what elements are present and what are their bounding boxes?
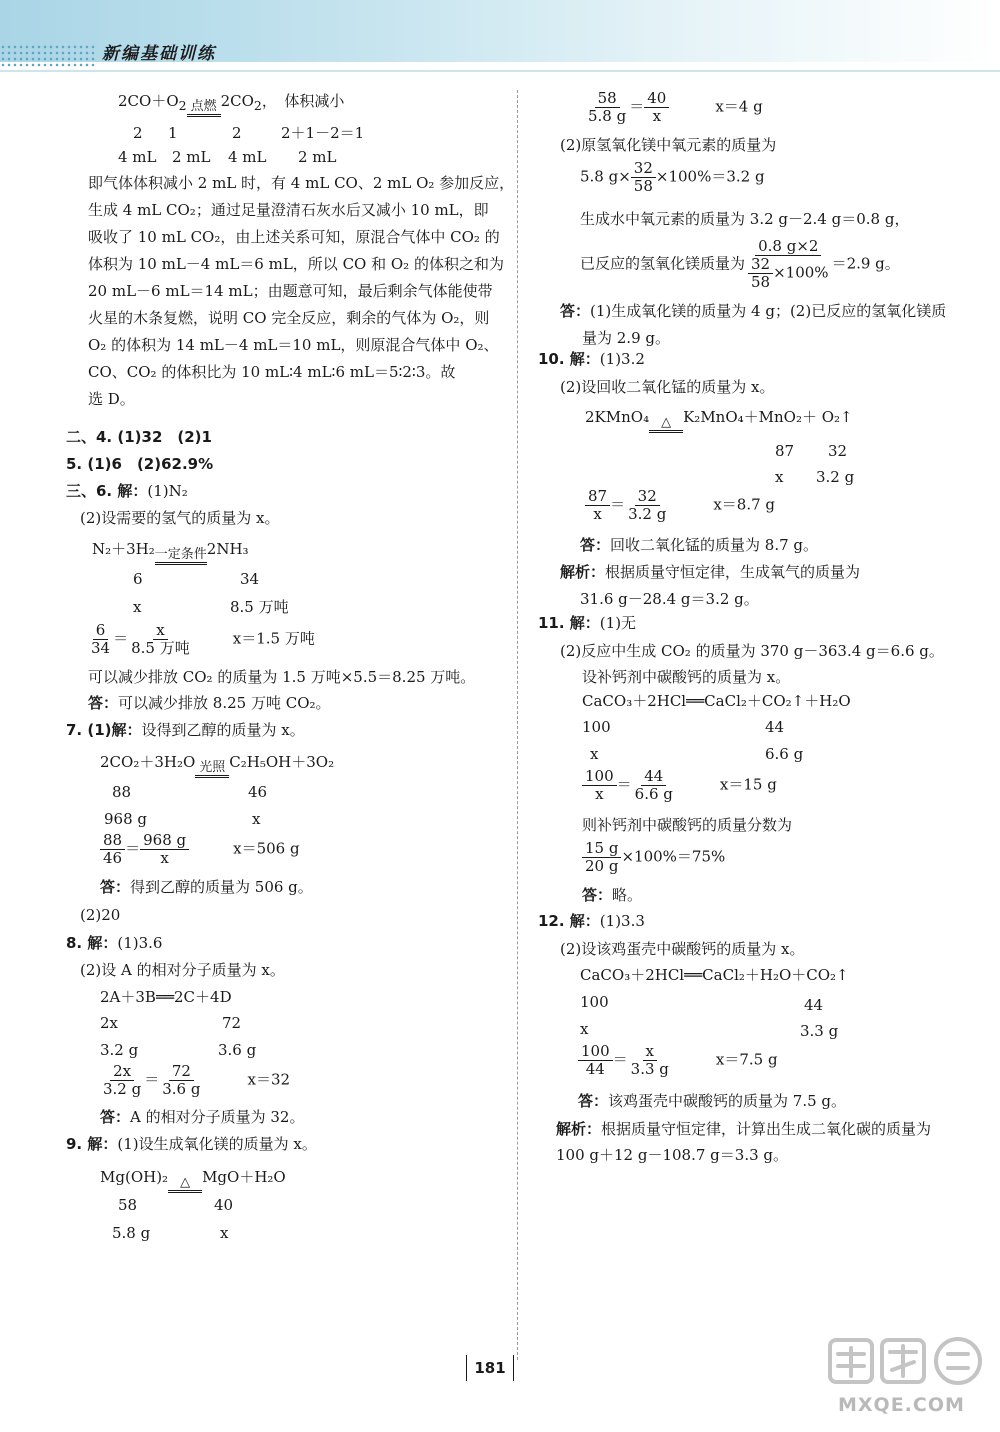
answer-q9-cont: 量为 2.9 g。 — [582, 329, 670, 347]
proportion-q12: $\frac{100}{44}$ ＝ $\frac{x}{3.3 g}$ x＝7.5 g — [578, 1043, 778, 1078]
reaction-condition: △ — [649, 416, 683, 433]
q11-percentage: 则补钙剂中碳酸钙的质量分数为 — [582, 816, 793, 834]
coefficient-cell: 1 — [168, 124, 178, 142]
ratio-cell: 3.2 g — [816, 468, 855, 486]
volume-cell: 2 mL — [172, 148, 211, 166]
equation-co-o2: $2CO+O_2$ 点燃 $2CO_2$， 体积减小 — [118, 92, 344, 117]
ratio-cell: 32 — [828, 442, 848, 460]
ratio-cell: 3.2 g — [100, 1041, 139, 1059]
q9-part2: (2)原氢氧化镁中氧元素的质量为 — [560, 136, 777, 154]
analysis-q10: 解析：根据质量守恒定律，生成氧气的质量为 — [560, 563, 861, 581]
answer-q11-head: 11. 解：(1)无 — [538, 614, 637, 632]
ratio-cell: x — [590, 745, 599, 763]
proportion-q10: $\frac{87}{x}$ ＝ $\frac{32}{3.2 g}$ x＝8.7 g — [585, 488, 775, 523]
answer-q8: 答：A 的相对分子质量为 32。 — [100, 1108, 305, 1126]
explanation-line: 20 mL－6 mL＝14 mL；由题意可知，最后剩余气体能使带 — [88, 282, 493, 300]
explanation-line: CO、CO₂ 的体积比为 10 mL∶4 mL∶6 mL＝5∶2∶3。故 — [88, 363, 456, 381]
proportion-q8: $\frac{2x}{3.2 g}$ ＝ $\frac{72}{3.6 g}$ x＝32 — [103, 1062, 291, 1098]
answer-q8-head: 8. 解：(1)3.6 — [66, 934, 163, 952]
ratio-cell: 46 — [248, 783, 268, 801]
answer-q12: 答：该鸡蛋壳中碳酸钙的质量为 7.5 g。 — [578, 1092, 847, 1110]
answer-q6: 答：可以减少排放 8.25 万吨 CO₂。 — [88, 694, 331, 712]
equation-mgoh2: Mg(OH)₂ △ MgO＋H₂O — [100, 1168, 286, 1193]
equation-q11: CaCO₃＋2HCl══CaCl₂＋CO₂↑＋H₂O — [582, 692, 851, 710]
answer-q7-head: 7. (1)解：设得到乙醇的质量为 x。 — [66, 721, 305, 739]
proportion-q6: $\frac{6}{34}$ ＝ $\frac{x}{\text{8.5 万吨}}$ x＝1.5 万吨 — [91, 621, 315, 657]
ratio-cell: 3.3 g — [800, 1022, 839, 1040]
volume-cell: 4 mL — [228, 148, 267, 166]
watermark — [820, 1330, 990, 1420]
ratio-cell: 100 — [580, 993, 609, 1011]
ratio-cell: 5.8 g — [112, 1224, 151, 1242]
proportion-q11: $\frac{100}{x}$ ＝ $\frac{44}{6.6 g}$ x＝15 g — [582, 768, 777, 803]
ratio-cell: 40 — [214, 1196, 234, 1214]
ratio-cell: 100 — [582, 718, 611, 736]
explanation-line: 生成 4 mL CO₂；通过足量澄清石灰水后又减小 10 mL，即 — [88, 201, 489, 219]
reaction-condition: △ — [168, 1176, 202, 1193]
answer-q7-2: (2)20 — [80, 906, 121, 924]
ratio-cell: 2x — [100, 1014, 119, 1032]
coefficient-cell: 2 — [232, 124, 242, 142]
ratio-cell: 6.6 g — [765, 745, 804, 763]
proportion-q7: $\frac{88}{46}$ ＝ $\frac{968 g}{x}$ x＝506 g — [100, 832, 300, 867]
ratio-cell: x — [133, 598, 142, 616]
watermark-logo-icon — [820, 1330, 990, 1394]
ratio-cell: 8.5 万吨 — [230, 598, 289, 616]
ratio-cell: 6 — [133, 570, 143, 588]
ratio-cell: 34 — [240, 570, 260, 588]
proportion-q9: $\frac{58}{5.8 g}$ ＝ $\frac{40}{x}$ x＝4 g — [588, 89, 763, 125]
explanation-line: 火星的木条复燃，说明 CO 完全反应，剩余的气体为 O₂，则 — [88, 309, 490, 327]
analysis-q12: 解析：根据质量守恒定律，计算出生成二氧化碳的质量为 — [556, 1120, 932, 1138]
ratio-cell: 88 — [112, 783, 132, 801]
ratio-cell: x — [220, 1224, 229, 1242]
equation-q8: 2A＋3B══2C＋4D — [100, 988, 232, 1006]
reaction-condition: 光照 — [195, 761, 229, 778]
page-number: 181 — [466, 1355, 514, 1381]
q6-reduction: 可以减少排放 CO₂ 的质量为 1.5 万吨×5.5＝8.25 万吨。 — [88, 668, 476, 686]
answer-q10: 答：回收二氧化锰的质量为 8.7 g。 — [580, 536, 819, 554]
reaction-condition: 点燃 — [187, 100, 221, 117]
ratio-cell: 58 — [118, 1196, 138, 1214]
watermark-text: MXQE.COM — [838, 1394, 965, 1416]
coefficient-cell: 2＋1－2＝1 — [281, 124, 365, 142]
column-divider — [517, 90, 518, 1360]
ratio-cell: 44 — [765, 718, 785, 736]
oxygen-mass-calc: 5.8 g× $\frac{32}{58}$ ×100%＝3.2 g — [580, 159, 765, 195]
explanation-line: 吸收了 10 mL CO₂，由上述关系可知，原混合气体中 CO₂ 的 — [88, 228, 500, 246]
header-rule — [0, 70, 1000, 72]
answer-q4: 二、4. (1)32 (2)1 — [66, 428, 212, 446]
reaction-condition: 一定条件 — [155, 548, 207, 565]
ratio-cell: 72 — [222, 1014, 242, 1032]
answer-q10-head: 10. 解：(1)3.2 — [538, 350, 645, 368]
explanation-line: O₂ 的体积为 14 mL－4 mL＝10 mL，则原混合气体中 O₂、 — [88, 336, 499, 354]
answer-q11: 答：略。 — [582, 886, 643, 904]
q6-setup: (2)设需要的氢气的质量为 x。 — [80, 509, 280, 527]
explanation-line: 选 D。 — [88, 390, 135, 408]
volume-cell: 4 mL — [118, 148, 157, 166]
equation-q12: CaCO₃＋2HCl══CaCl₂＋H₂O＋CO₂↑ — [580, 966, 849, 984]
answer-q5: 5. (1)6 (2)62.9% — [66, 455, 214, 473]
q11-setup: 设补钙剂中碳酸钙的质量为 x。 — [582, 668, 791, 686]
answer-q9-head: 9. 解：(1)设生成氧化镁的质量为 x。 — [66, 1135, 317, 1153]
equation-photosynthesis: 2CO₂＋3H₂O 光照 C₂H₅OH＋3O₂ — [100, 753, 334, 778]
q8-setup: (2)设 A 的相对分子质量为 x。 — [80, 961, 285, 979]
ratio-cell: x — [580, 1020, 589, 1038]
q11-part2: (2)反应中生成 CO₂ 的质量为 370 g－363.4 g＝6.6 g。 — [560, 642, 944, 660]
q11-percent-calc: $\frac{15 g}{20 g}$ ×100%＝75% — [582, 840, 725, 875]
reacted-mass-calc: 已反应的氢氧化镁质量为 0.8 g×2 $\frac{32}{58}$ ×100% ＝2.9 g。 — [580, 237, 900, 291]
analysis-q12-cont: 100 g＋12 g－108.7 g＝3.3 g。 — [556, 1146, 788, 1164]
explanation-line: 体积为 10 mL－4 mL＝6 mL，所以 CO 和 O₂ 的体积之和为 — [88, 255, 504, 273]
coefficient-cell: 2 — [133, 124, 143, 142]
answer-q7: 答：得到乙醇的质量为 506 g。 — [100, 878, 313, 896]
ratio-cell: 3.6 g — [218, 1041, 257, 1059]
answer-q6-head: 三、6. 解：(1)N₂ — [66, 482, 188, 500]
ratio-cell: 968 g — [104, 810, 148, 828]
volume-cell: 2 mL — [298, 148, 337, 166]
ratio-cell: x — [252, 810, 261, 828]
equation-n2-h2: N₂＋3H₂ 一定条件 2NH₃ — [92, 540, 249, 565]
ratio-cell: x — [775, 468, 784, 486]
ratio-cell: 87 — [775, 442, 795, 460]
ratio-cell: 44 — [804, 996, 824, 1014]
equation-kmno4: 2KMnO₄ △ K₂MnO₄＋MnO₂＋ O₂↑ — [585, 408, 853, 433]
header-title: 新编基础训练 — [102, 44, 216, 64]
q10-setup: (2)设回收二氧化锰的质量为 x。 — [560, 378, 775, 396]
header-dot-pattern — [0, 44, 96, 68]
q12-setup: (2)设该鸡蛋壳中碳酸钙的质量为 x。 — [560, 940, 805, 958]
analysis-q10-cont: 31.6 g－28.4 g＝3.2 g。 — [580, 590, 759, 608]
answer-q9: 答：(1)生成氧化镁的质量为 4 g；(2)已反应的氢氧化镁质 — [560, 302, 947, 320]
explanation-line: 即气体体积减小 2 mL 时，有 4 mL CO、2 mL O₂ 参加反应， — [88, 174, 515, 192]
answer-q12-head: 12. 解：(1)3.3 — [538, 912, 645, 930]
water-oxygen-line: 生成水中氧元素的质量为 3.2 g－2.4 g＝0.8 g， — [580, 210, 910, 228]
